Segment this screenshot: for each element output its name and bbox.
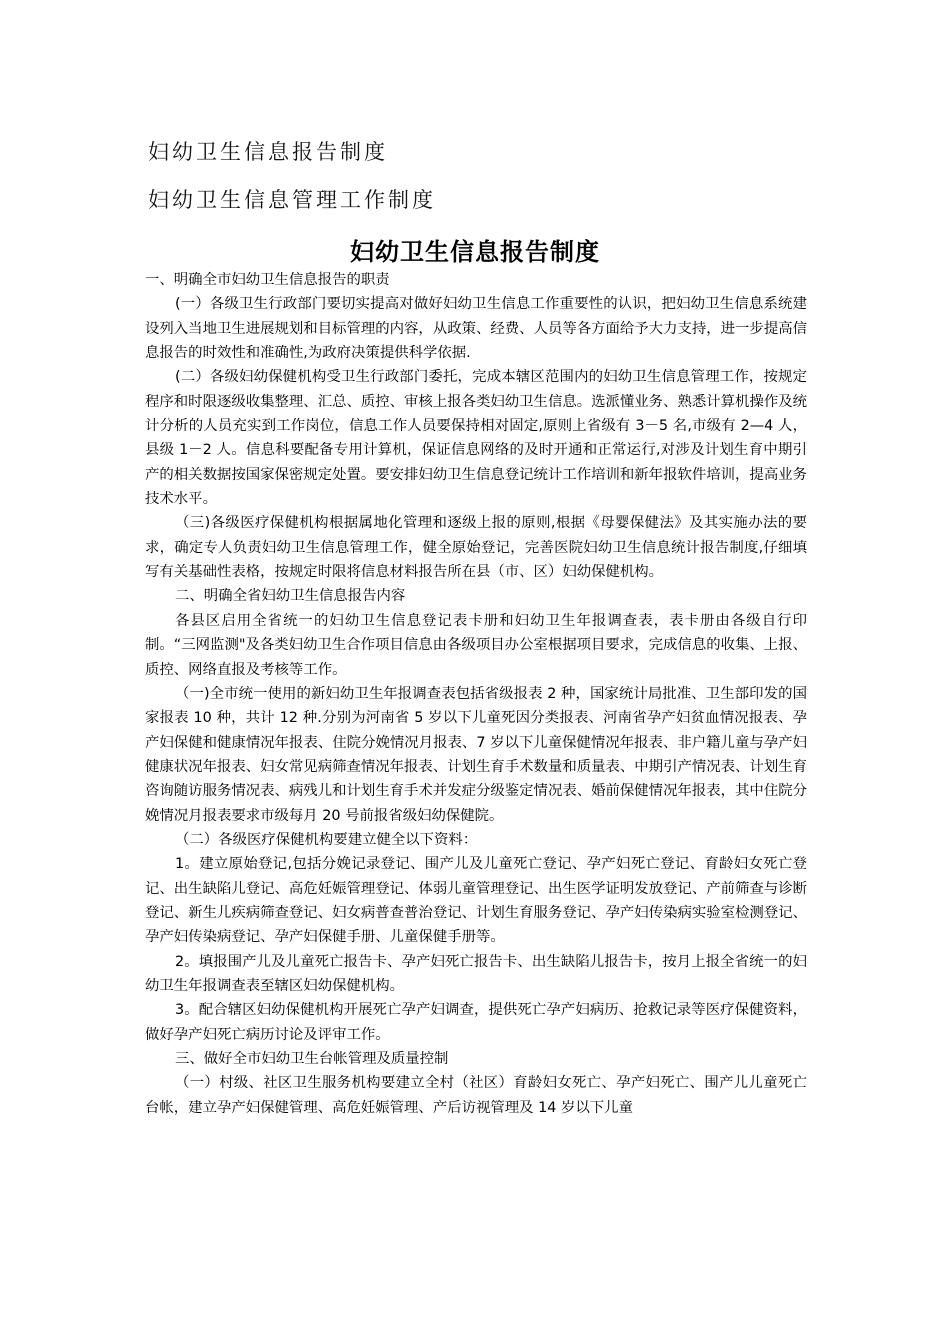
paragraph: （一)全市统一使用的新妇幼卫生年报调查表包括省级报表 2 种，国家统计局批准、卫生部印发的国家报表 10 种，共计 12 种.分别为河南省 5 岁以下儿童死因分类报表、河南省孕产妇贫血情况报表、孕产妇保健和健康情况年报表、住院分娩情况月报表、7 岁以下儿童保健情况年报表、非户籍儿童与孕产妇健康状况年报表、妇女常见病筛查情况年报表、计划生育手术数量和质量表、中期引产情况表、计划生育咨询随访服务情况表、病残儿和计划生育手术并发症分级鉴定情况表、婚前保健情况年报表，其中住院分娩情况月报表要求市级每月 20 号前报省级妇幼保健院。 xyxy=(145,685,807,824)
paragraph: 三、做好全市妇幼卫生台帐管理及质量控制 xyxy=(175,1051,449,1067)
paragraph: (二）各级妇幼保健机构受卫生行政部门委托，完成本辖区范围内的妇幼卫生信息管理工作，按规定程序和时限逐级收集整理、汇总、质控、审核上报各类妇幼卫生信息。选派懂业务、熟悉计算机操作及统计分析的人员充实到工作岗位，信息工作人员要保持相对固定,原则上省级有 3－5 名,市级有 2—4 人，县级 1－2 人。信息科要配备专用计算机，保证信息网络的及时开通和正常运行,对涉及计划生育中期引产的相关数据按国家保密规定处置。要安排妇幼卫生信息登记统计工作培训和新年报软件培训，提高业务技术水平。 xyxy=(145,369,807,508)
toc-item-management-system: 妇幼卫生信息管理工作制度 xyxy=(148,188,436,212)
paragraph: 二、明确全省妇幼卫生信息报告内容 xyxy=(175,588,406,605)
paragraph: 一、明确全市妇幼卫生信息报告的职责 xyxy=(145,272,390,288)
document-title: 妇幼卫生信息报告制度 xyxy=(350,238,600,266)
paragraph: （一）村级、社区卫生服务机构要建立全村（社区）育龄妇女死亡、孕产妇死亡、围产儿儿童死亡台帐，建立孕产妇保健管理、高危妊娠管理、产后访视管理及 14 岁以下儿童 xyxy=(145,1075,807,1116)
paragraph: （三)各级医疗保健机构根据属地化管理和逐级上报的原则,根据《母婴保健法》及其实施办法的要求，确定专人负责妇幼卫生信息管理工作，健全原始登记，完善医院妇幼卫生信息统计报告制度,仔细填写有关基础性表格，按规定时限将信息材料报告所在县（市、区）妇幼保健机构。 xyxy=(145,515,807,581)
paragraph: （二）各级医疗保健机构要建立健全以下资料： xyxy=(175,831,478,848)
paragraph: (一）各级卫生行政部门要切实提高对做好妇幼卫生信息工作重要性的认识，把妇幼卫生信息系统建设列入当地卫生进展规划和目标管理的内容，从政策、经费、人员等各方面给予大力支持，进一步提高信息报告的时效性和准确性,为政府决策提供科学依据. xyxy=(145,296,807,362)
paragraph: 2。填报围产儿及儿童死亡报告卡、孕产妇死亡报告卡、出生缺陷儿报告卡，按月上报全省统一的妇幼卫生年报调查表至辖区妇幼保健机构。 xyxy=(145,953,807,994)
document-body xyxy=(145,268,807,1120)
paragraph: 1。建立原始登记,包括分娩记录登记、围产儿及儿童死亡登记、孕产妇死亡登记、育龄妇女死亡登记、出生缺陷儿登记、高危妊娠管理登记、体弱儿童管理登记、出生医学证明发放登记、产前筛查与诊断登记、新生儿疾病筛查登记、妇女病普查普治登记、计划生育服务登记、孕产妇传染病实验室检测登记、孕产妇传染病登记、孕产妇保健手册、儿童保健手册等。 xyxy=(145,856,807,946)
toc-item-report-system: 妇幼卫生信息报告制度 xyxy=(148,140,388,164)
paragraph: 3。配合辖区妇幼保健机构开展死亡孕产妇调查，提供死亡孕产妇病历、抢救记录等医疗保健资料，做好孕产妇死亡病历讨论及评审工作。 xyxy=(145,1002,807,1043)
paragraph: 各县区启用全省统一的妇幼卫生信息登记表卡册和妇幼卫生年报调查表，表卡册由各级自行印制。“三网监测"及各类妇幼卫生合作项目信息由各级项目办公室根据项目要求，完成信息的收集、上报、质控、网络直报及考核等工作。 xyxy=(145,612,807,678)
